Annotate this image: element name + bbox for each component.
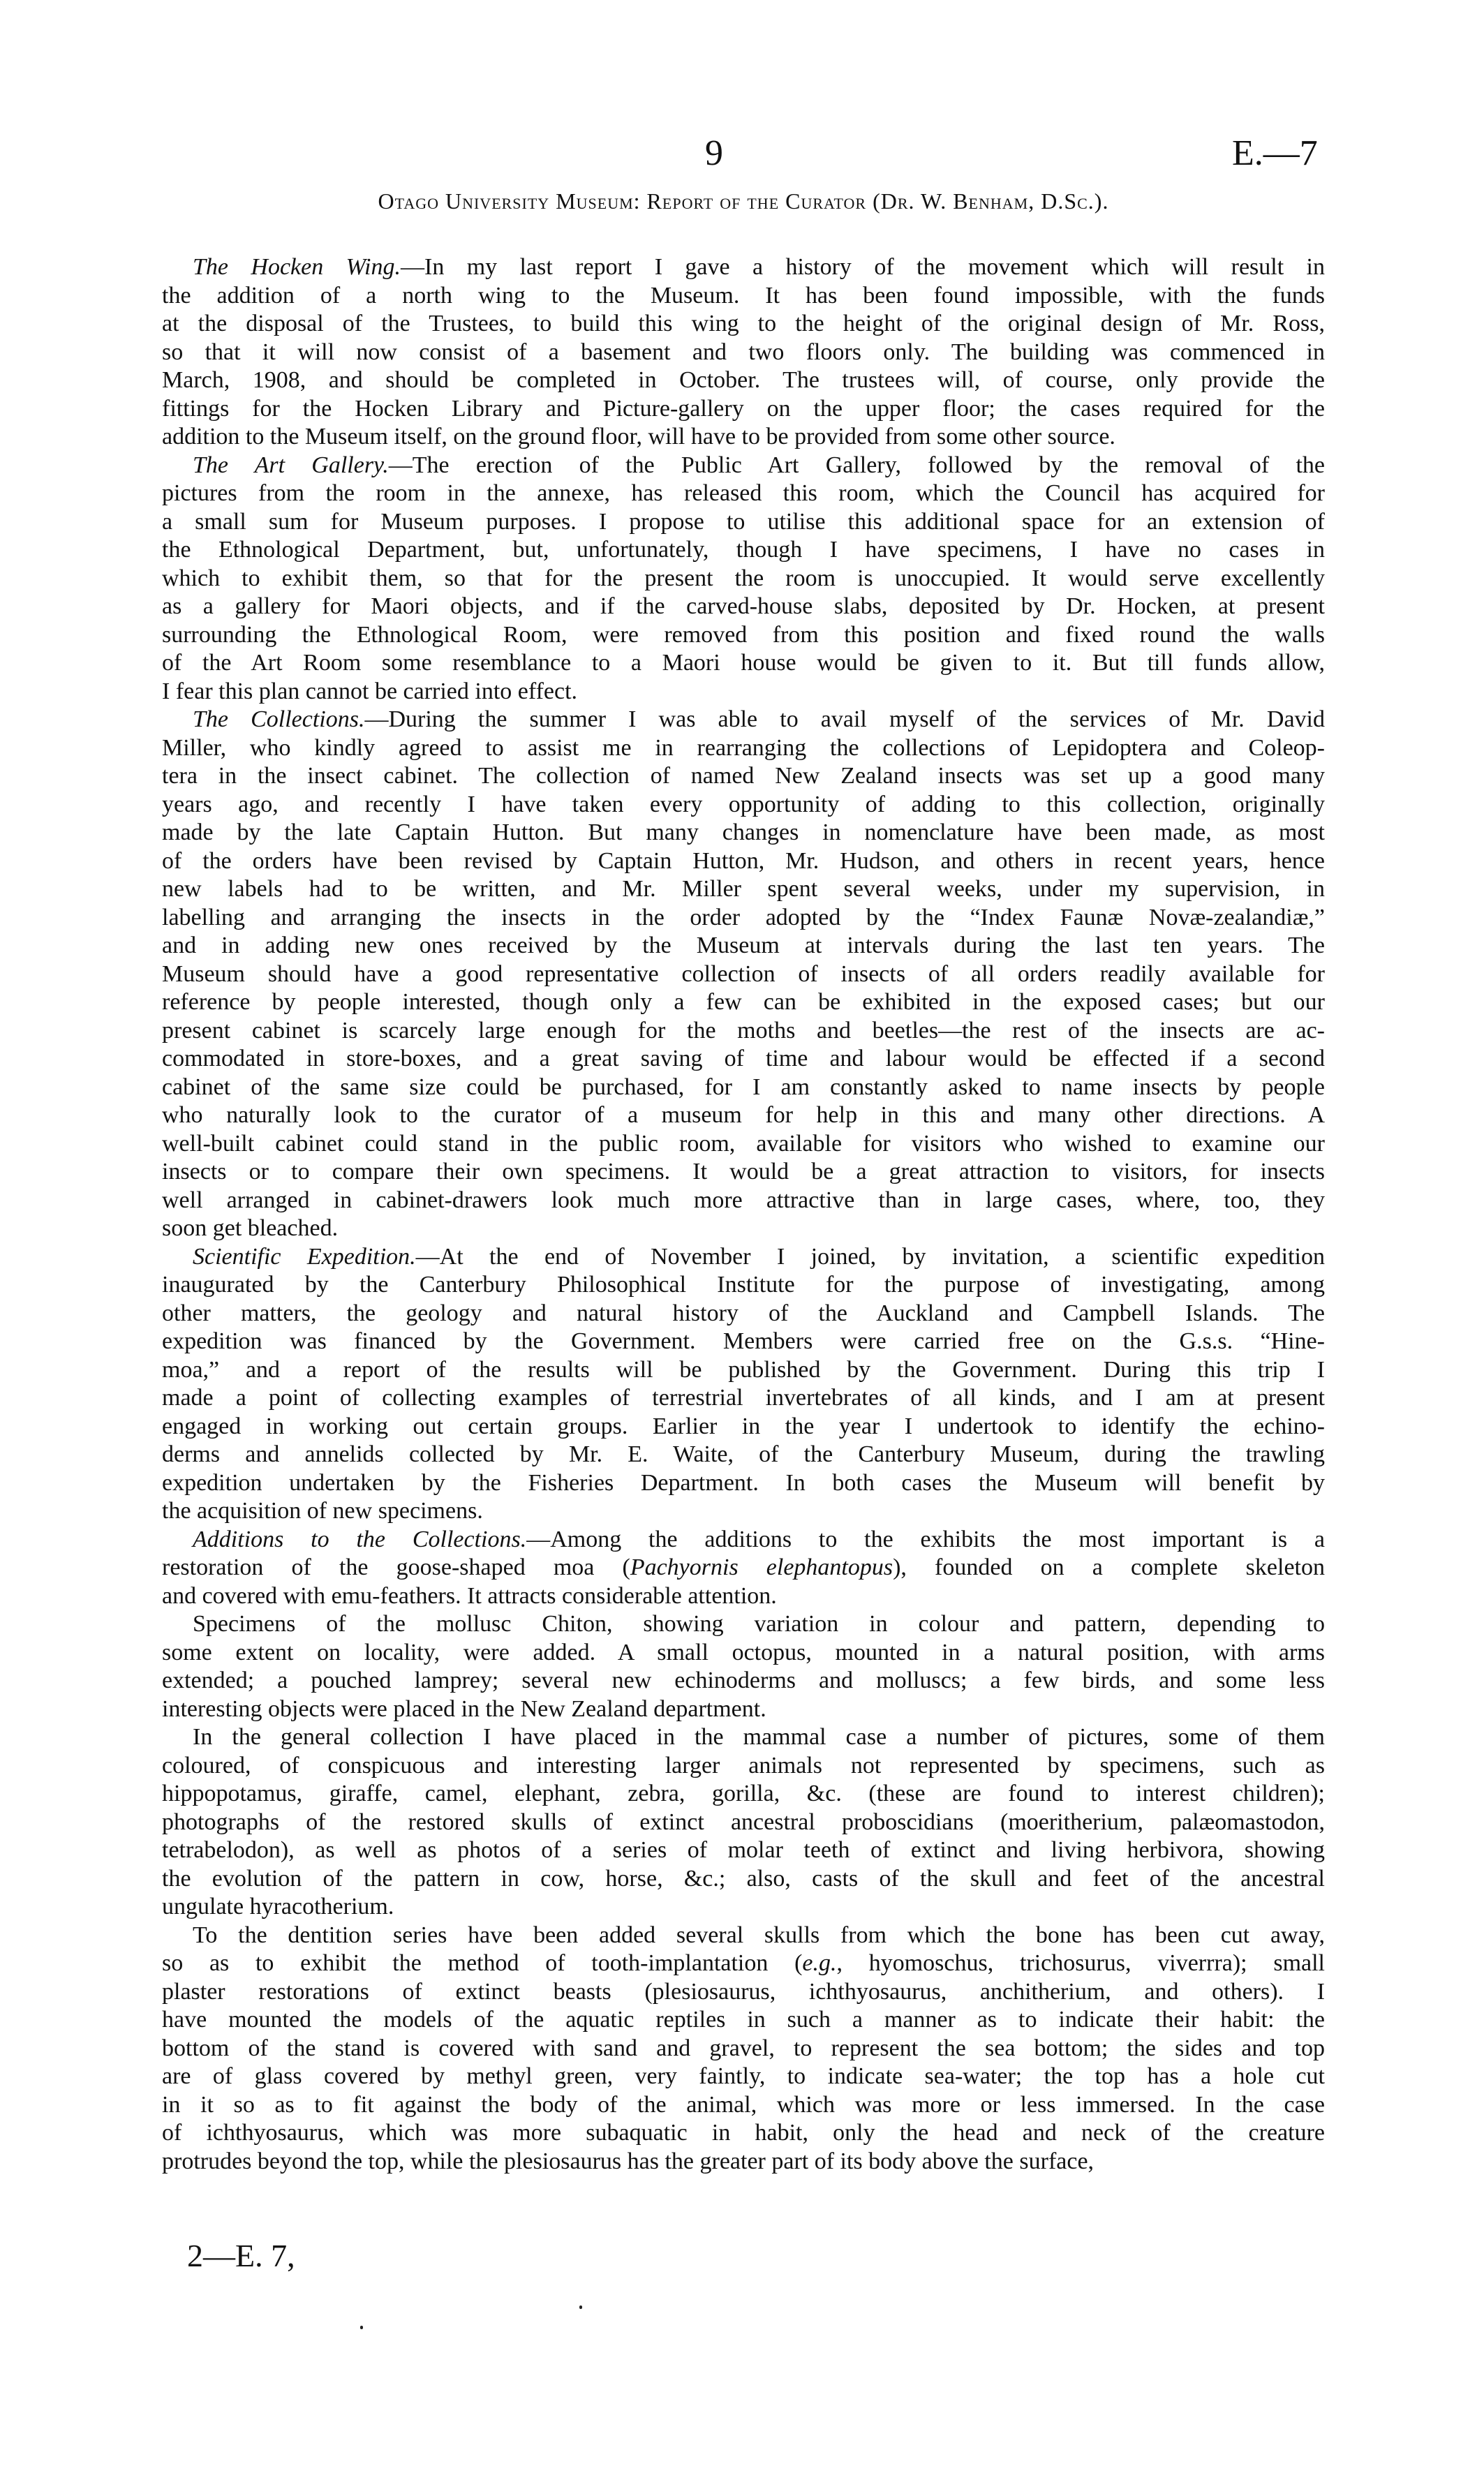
text: and in adding new ones received by the Museum at intervals during the last ten years. The [162,933,1325,958]
text: March, 1908, and should be completed in October. The trustees will, of course, only provide the [162,367,1325,393]
text: made by the late Captain Hutton. But many changes in nomenclature have been made, as most [162,819,1325,845]
text-line [162,1610,1325,1639]
text-line [162,508,1325,537]
text-line [162,932,1325,960]
text: Miller, who kindly agreed to assist me in rearranging the collections of Lepidoptera and Coleop- [162,734,1325,761]
text: cabinet of the same size could be purchased, for I am constantly asked to name insects by people [162,1074,1325,1100]
text-line [162,1723,1325,1752]
text-line [162,1497,1325,1526]
text-line [162,706,1325,734]
text: Specimens of the mollusc Chiton, showing variation in colour and pattern, depending to [193,1611,1325,1637]
text: of the orders have been revised by Captain Hutton, Mr. Hudson, and others in recent years, hence [162,847,1325,874]
text-line [162,678,1325,706]
text: the addition of a north wing to the Museum. It has been found impossible, with the funds [162,282,1325,309]
text: which to exhibit them, so that for the present the room is unoccupied. It would serve excellently [162,565,1325,591]
text: fittings for the Hocken Library and Picture-gallery on the upper floor; the cases required for the [162,395,1325,422]
text: labelling and arranging the insects in the order adopted by the “Index Faunæ Novæ-zealandiæ,” [162,904,1325,930]
text-line [162,2119,1325,2148]
text: so that it will now consist of a basement and two floors only. The building was commenced in [162,339,1325,365]
text-line [162,1554,1325,1582]
text-line [162,1300,1325,1328]
text-line [162,1045,1325,1074]
text-line [162,1865,1325,1894]
text-line [162,1526,1325,1554]
text: —During the summer I was able to avail myself of the services of Mr. David [364,706,1325,732]
text-line [162,1469,1325,1498]
text-line [162,1639,1325,1668]
text-line [162,1130,1325,1159]
text: other matters, the geology and natural history of the Auckland and Campbell Islands. The [162,1300,1325,1326]
text-line [162,1271,1325,1300]
text: , hyomoschus, trichosurus, viverrra); small [836,1950,1325,1976]
text-line [162,1950,1325,1978]
text-line [162,565,1325,593]
text-line [162,875,1325,904]
text-line [162,1384,1325,1413]
italic-text: The Art Gallery. [193,452,389,478]
text-line [162,2091,1325,2120]
text-line [162,1243,1325,1272]
text: the Ethnological Department, but, unfortunately, though I have specimens, I have no cases in [162,537,1325,563]
text: Museum should have a good representative collection of insects of all orders readily available for [162,960,1325,987]
text-line [162,1017,1325,1046]
text-line [162,1413,1325,1441]
text-line [162,847,1325,876]
text-line [162,1752,1325,1781]
text-line [162,1328,1325,1356]
text: commodated in store-boxes, and a great saving of time and labour would be effected if a second [162,1046,1325,1071]
text: new labels had to be written, and Mr. Miller spent several weeks, under my supervision, in [162,876,1325,902]
text-line [162,1667,1325,1695]
text: made a point of collecting examples of terrestrial invertebrates of all kinds, and I am at present [162,1385,1325,1411]
text-line [162,1441,1325,1469]
text: as a gallery for Maori objects, and if the carved-house slabs, deposited by Dr. Hocken, at present [162,593,1325,619]
text-line [162,649,1325,678]
text: insects or to compare their own specimens. It would be a great attraction to visitors, for insects [162,1159,1325,1184]
text: extended; a pouched lamprey; several new echinoderms and molluscs; a few birds, and some less [162,1668,1325,1693]
text: years ago, and recently I have taken every opportunity of adding to this collection, originally [162,791,1325,817]
text-line [162,1978,1325,2007]
text-line [162,452,1325,480]
text-line [162,960,1325,989]
text-line [162,734,1325,763]
text-line [162,1215,1325,1243]
text-line [162,395,1325,424]
scan-speck [360,2326,363,2329]
text-line [162,282,1325,311]
italic-text: Scientific Expedition. [193,1243,416,1270]
text-line [162,1582,1325,1611]
text: have mounted the models of the aquatic reptiles in such a manner as to indicate their habit: the [162,2007,1325,2033]
text-line [162,2035,1325,2063]
report-body [162,253,1325,2176]
text: well-built cabinet could stand in the public room, available for visitors who wished to examine our [162,1130,1325,1157]
italic-text: The Hocken Wing. [193,254,401,280]
text-line [162,310,1325,339]
italic-text: Pachyornis elephantopus [630,1554,893,1580]
text-line [162,1836,1325,1865]
text-line [162,1780,1325,1809]
text: In the general collection I have placed in the mammal case a number of pictures, some of them [193,1724,1325,1750]
text-line [162,791,1325,819]
text: tera in the insect cabinet. The collection of named New Zealand insects was set up a good many [162,763,1325,789]
text: expedition undertaken by the Fisheries Department. In both cases the Museum will benefit by [162,1469,1325,1496]
text-line [162,1101,1325,1130]
text: the acquisition of new specimens. [162,1498,483,1524]
text-line [162,2006,1325,2035]
italic-text: The Collections. [193,706,365,732]
text-line [162,1695,1325,1724]
report-title: Otago University Museum: Report of the Curator (Dr. W. Benham, D.Sc.). [378,188,1109,214]
text-line [162,1187,1325,1215]
text: tetrabelodon), as well as photos of a series of molar teeth of extinct and living herbivora, showing [162,1837,1325,1863]
text-line [162,1074,1325,1102]
signature-mark: 2—E. 7, [187,2238,295,2273]
text: —Among the additions to the exhibits the most important is a [526,1526,1325,1552]
text-line [162,1809,1325,1837]
text: photographs of the restored skulls of extinct ancestral proboscidians (moeritherium, palæomastodon, [162,1809,1325,1835]
text: engaged in working out certain groups. Earlier in the year I undertook to identify the echino- [162,1413,1325,1439]
text-line [162,339,1325,367]
text: bottom of the stand is covered with sand and gravel, to represent the sea bottom; the sides and top [162,2035,1325,2061]
text: coloured, of conspicuous and interesting larger animals not represented by specimens, such as [162,1752,1325,1778]
text: who naturally look to the curator of a museum for help in this and many other directions. A [162,1102,1325,1128]
text: reference by people interested, though only a few can be exhibited in the exposed cases; but our [162,989,1325,1015]
text: hippopotamus, giraffe, camel, elephant, zebra, gorilla, &c. (these are found to interest children); [162,1781,1325,1806]
text-line [162,423,1325,452]
text: of ichthyosaurus, which was more subaquatic in habit, only the head and neck of the creature [162,2120,1325,2146]
page-number: 9 [705,133,723,173]
text: so as to exhibit the method of tooth-implantation ( [162,1950,803,1976]
text: ), founded on a complete skeleton [893,1554,1325,1580]
text: —The erection of the Public Art Gallery, followed by the removal of the [388,452,1325,478]
text-line [162,1356,1325,1385]
text: interesting objects were placed in the New Zealand department. [162,1695,766,1722]
text: I fear this plan cannot be carried into effect. [162,678,578,704]
italic-text: Additions to the Collections. [193,1526,527,1552]
document-reference: E.—7 [1232,133,1318,173]
text: the evolution of the pattern in cow, horse, &c.; also, casts of the skull and feet of the ancestral [162,1865,1325,1892]
scan-speck [579,2305,582,2309]
text-line [162,2063,1325,2091]
text-line [162,762,1325,791]
text: —At the end of November I joined, by invitation, a scientific expedition [415,1243,1325,1270]
text: a small sum for Museum purposes. I propose to utilise this additional space for an extension of [162,508,1325,535]
text: plaster restorations of extinct beasts (plesiosaurus, ichthyosaurus, anchitherium, and others). I [162,1978,1325,2005]
text: moa,” and a report of the results will be published by the Government. During this trip I [162,1356,1325,1383]
text: in it so as to fit against the body of the animal, which was more or less immersed. In the case [162,2091,1325,2118]
text: expedition was financed by the Government. Members were carried free on the G.s.s. “Hine- [162,1328,1325,1354]
text: —In my last report I gave a history of the movement which will result in [401,254,1325,280]
text: protrudes beyond the top, while the plesiosaurus has the greater part of its body above the surface, [162,2148,1095,2174]
text-line [162,366,1325,395]
text: of the Art Room some resemblance to a Maori house would be given to it. But till funds allow, [162,650,1325,676]
text: some extent on locality, were added. A small octopus, mounted in a natural position, with arms [162,1639,1325,1665]
italic-text: e.g. [802,1950,837,1976]
text-line [162,1158,1325,1187]
text-line [162,253,1325,282]
text: inaugurated by the Canterbury Philosophical Institute for the purpose of investigating, among [162,1272,1325,1298]
text-line [162,904,1325,933]
text: pictures from the room in the annexe, has released this room, which the Council has acquired for [162,480,1325,506]
text: are of glass covered by methyl green, very faintly, to indicate sea-water; the top has a hole cut [162,2063,1325,2089]
text: ungulate hyracotherium. [162,1894,394,1919]
text-line [162,988,1325,1017]
text-line [162,621,1325,650]
text: addition to the Museum itself, on the ground floor, will have to be provided from some other source. [162,424,1115,450]
text: and covered with emu-feathers. It attracts considerable attention. [162,1582,777,1609]
text: surrounding the Ethnological Room, were removed from this position and fixed round the walls [162,621,1325,648]
text: derms and annelids collected by Mr. E. Waite, of the Canterbury Museum, during the trawling [162,1441,1325,1467]
text-line [162,819,1325,847]
text: To the dentition series have been added several skulls from which the bone has been cut away, [193,1922,1325,1948]
text-line [162,2148,1325,2176]
text: at the disposal of the Trustees, to build this wing to the height of the original design of Mr. Ross, [162,311,1325,336]
text: present cabinet is scarcely large enough for the moths and beetles—the rest of the insects are ac- [162,1017,1325,1044]
text-line [162,1922,1325,1950]
text-line [162,480,1325,508]
text: well arranged in cabinet-drawers look much more attractive than in large cases, where, too, they [162,1187,1325,1213]
text-line [162,593,1325,621]
text-line [162,1893,1325,1922]
text: restoration of the goose-shaped moa ( [162,1554,630,1580]
text-line [162,536,1325,565]
text: soon get bleached. [162,1215,339,1241]
